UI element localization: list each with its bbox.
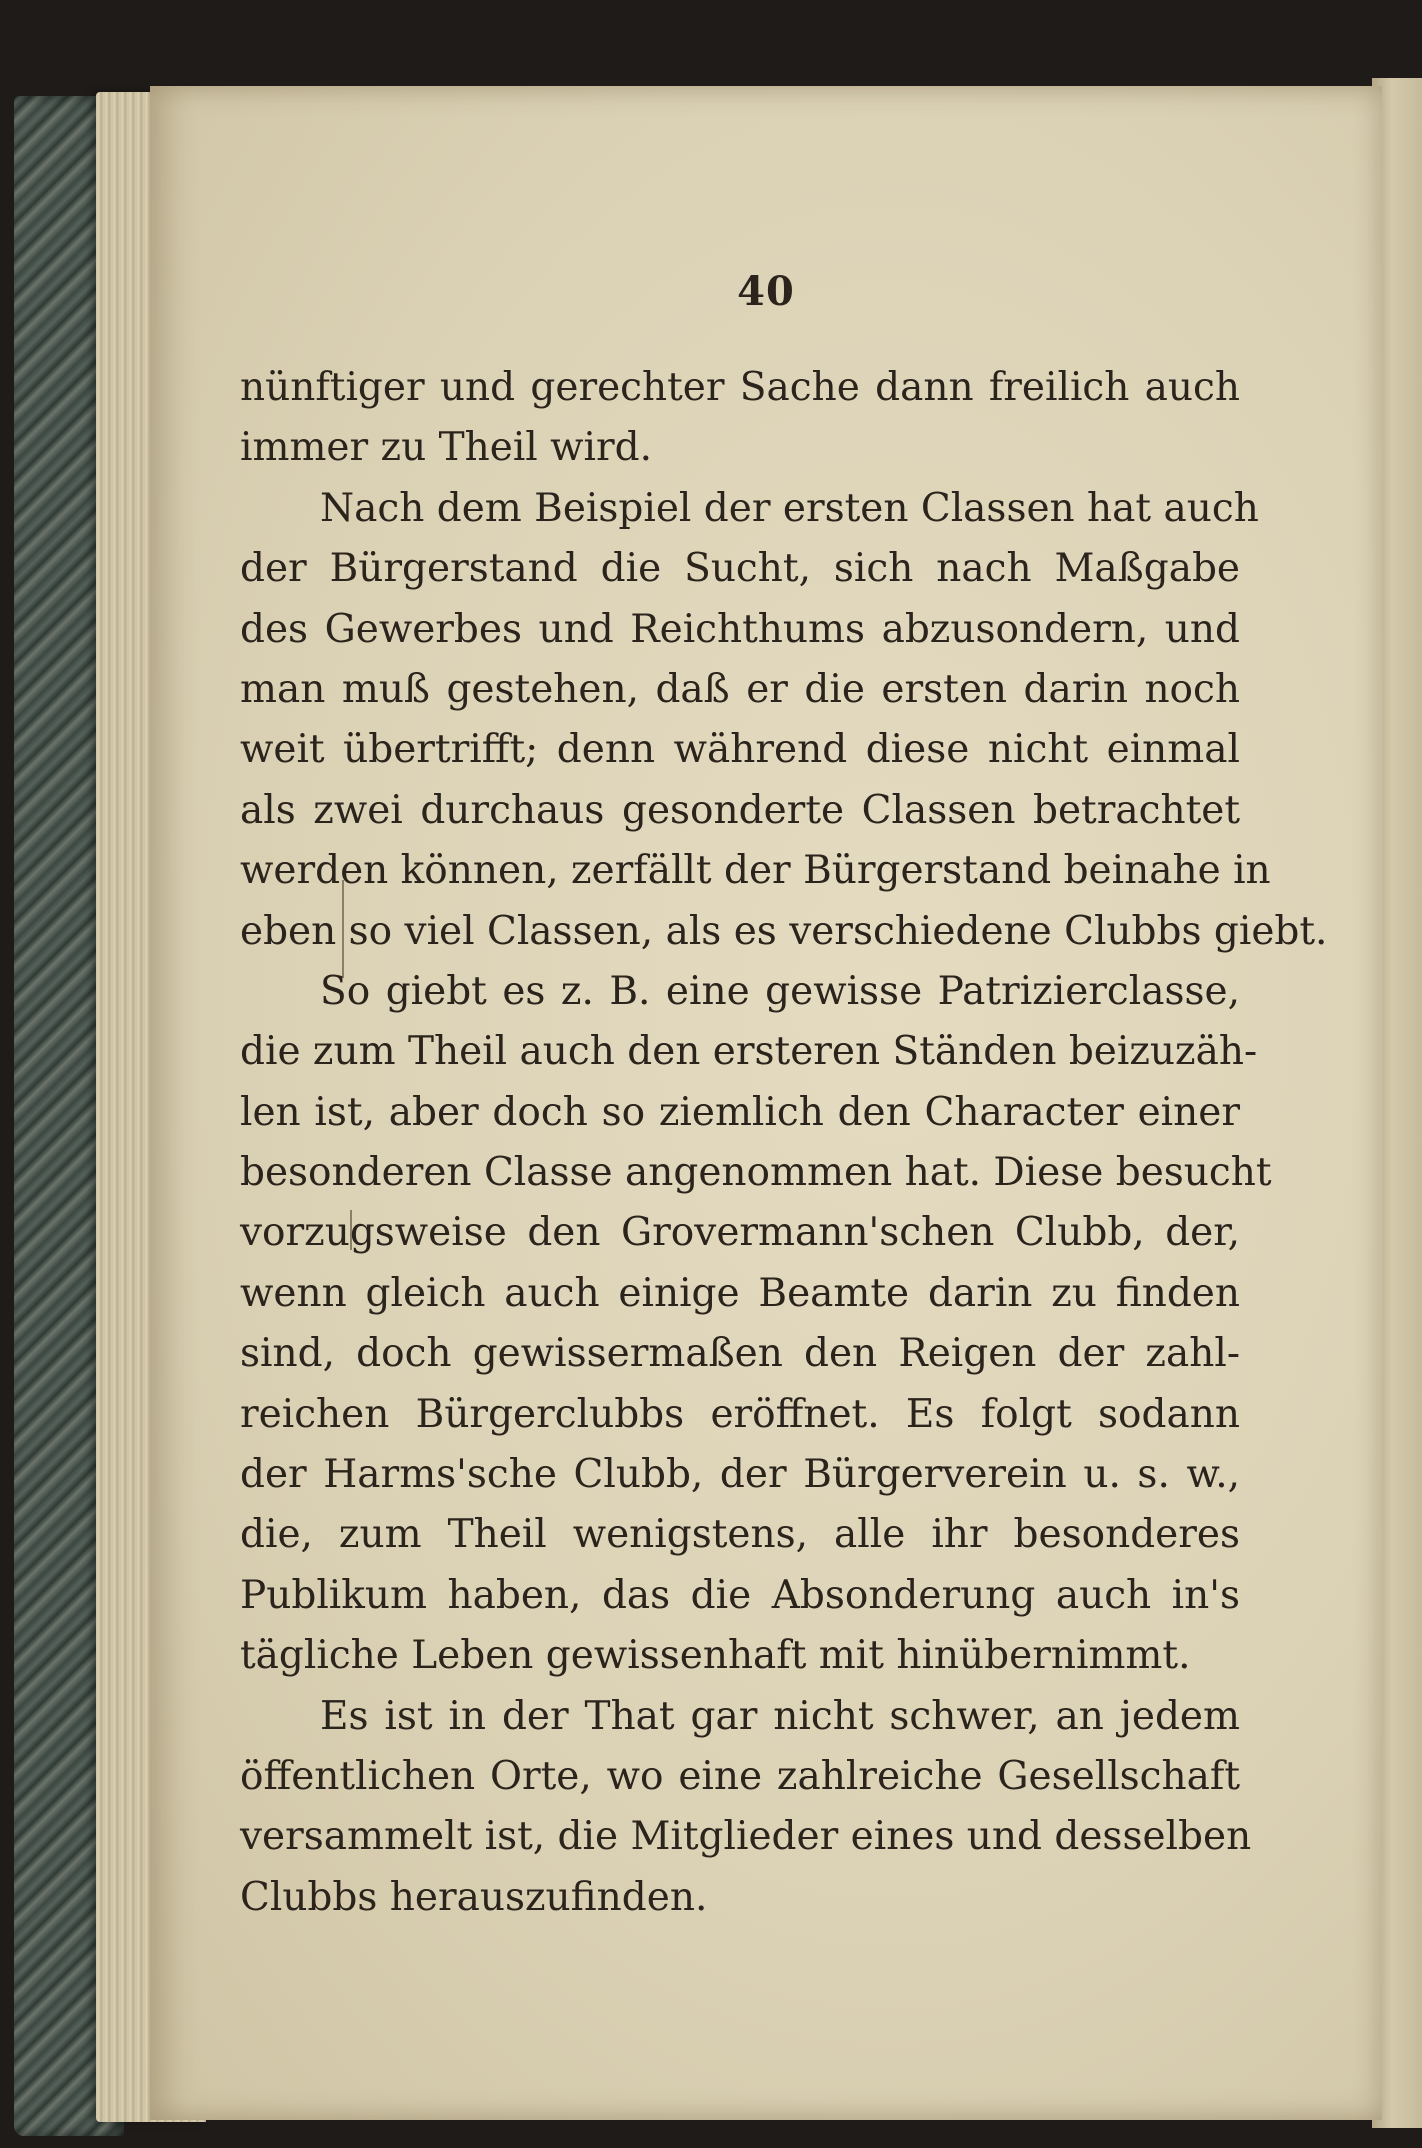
text-line: Nach dem Beispiel der ersten Classen hat auch <box>320 485 1259 531</box>
text-line: der Harms'sche Clubb, der Bürgerverein u. s. w., <box>240 1452 1240 1498</box>
page-number: 40 <box>737 268 795 315</box>
text-line: man muß gestehen, daß er die ersten darin noch <box>240 666 1240 712</box>
text-line: weit übertrifft; denn während diese nicht einmal <box>240 727 1240 773</box>
text-line: len ist, aber doch so ziemlich den Character einer <box>240 1089 1240 1135</box>
text-line: als zwei durchaus gesonderte Classen betrachtet <box>240 787 1240 833</box>
text-line: So giebt es z. B. eine gewisse Patrizierclasse, <box>320 968 1240 1014</box>
text-line: werden können, zerfällt der Bürgerstand beinahe in <box>240 848 1271 894</box>
text-line: eben so viel Classen, als es verschiedene Clubbs giebt. <box>240 908 1328 954</box>
text-line: die zum Theil auch den ersteren Ständen beizuzäh- <box>240 1029 1258 1075</box>
text-line: sind, doch gewissermaßen den Reigen der zahl- <box>240 1331 1240 1377</box>
text-line: tägliche Leben gewissenhaft mit hinübernimmt. <box>240 1633 1191 1679</box>
text-line: öffentlichen Orte, wo eine zahlreiche Gesellschaft <box>240 1753 1240 1799</box>
text-line: besonderen Classe angenommen hat. Diese besucht <box>240 1150 1272 1196</box>
body-text <box>240 358 1328 1928</box>
text-line: Publikum haben, das die Absonderung auch in's <box>240 1572 1240 1618</box>
text-line: reichen Bürgerclubbs eröffnet. Es folgt sodann <box>240 1391 1240 1437</box>
text-line: nünftiger und gerechter Sache dann freilich auch <box>240 365 1240 410</box>
text-line: vorzugsweise den Grovermann'schen Clubb, der, <box>240 1210 1240 1256</box>
text-line: des Gewerbes und Reichthums abzusondern, und <box>240 606 1240 652</box>
text-line: Es ist in der That gar nicht schwer, an jedem <box>320 1693 1240 1739</box>
text-line: versammelt ist, die Mitglieder eines und desselben <box>240 1814 1252 1860</box>
text-line: der Bürgerstand die Sucht, sich nach Maßgabe <box>240 546 1240 592</box>
text-line: die, zum Theil wenigstens, alle ihr besonderes <box>240 1512 1240 1558</box>
text-line: Clubbs herauszufinden. <box>240 1874 708 1920</box>
text-line: immer zu Theil wird. <box>240 425 653 471</box>
text-line: wenn gleich auch einige Beamte darin zu finden <box>240 1270 1240 1316</box>
